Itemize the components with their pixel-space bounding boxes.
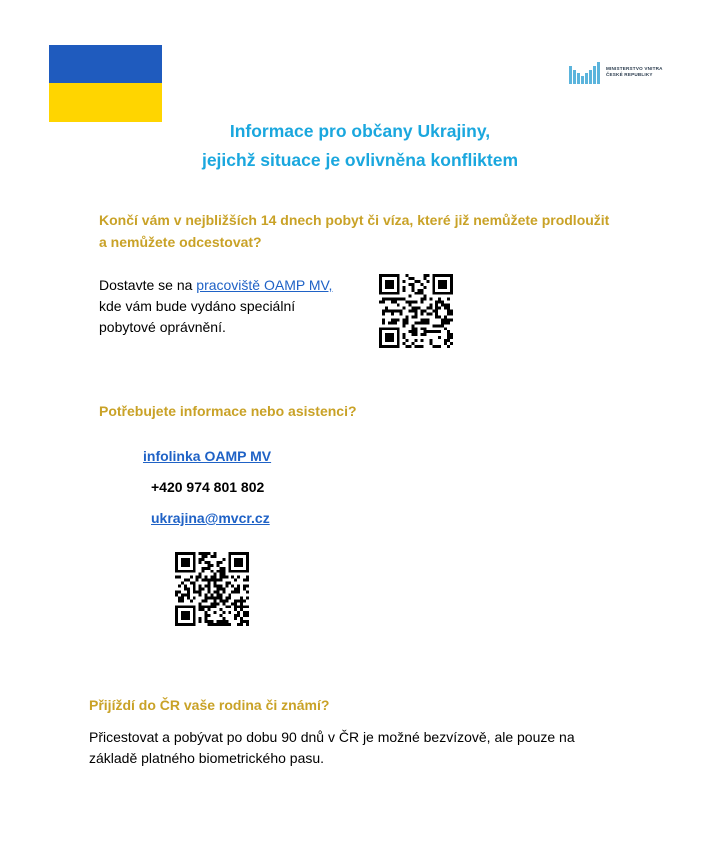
infoline-row — [143, 446, 271, 467]
oamp-workplace-link[interactable]: pracoviště OAMP MV, — [196, 277, 333, 293]
section2-heading: Potřebujete informace nebo asistenci? — [99, 403, 357, 419]
page-title-line2: jejichž situace je ovlivněna konfliktem — [201, 150, 519, 170]
section1-heading-line2: a nemůžete odcestovat? — [99, 234, 262, 250]
flag-blue-stripe — [49, 45, 162, 83]
section3-text-line1: Přicestovat a pobývat po dobu 90 dnů v ČR je možné bezvízově, ale pouze na — [89, 729, 575, 745]
section1-text-line1 — [99, 275, 332, 296]
section3-heading: Přijíždí do ČR vaše rodina či známí? — [89, 697, 330, 713]
section1-text-prefix: Dostavte se na — [99, 277, 197, 293]
phone-number: +420 974 801 802 — [151, 479, 265, 495]
email-link[interactable]: ukrajina@mvcr.cz — [151, 510, 270, 526]
section1-text-line3: pobytové oprávnění. — [99, 319, 226, 335]
ukraine-flag — [49, 45, 162, 122]
ministry-logo-text — [606, 66, 663, 78]
section3-text-line2: základě platného biometrického pasu. — [89, 750, 325, 766]
ministry-logo — [568, 60, 678, 86]
ministry-logo-icon — [568, 60, 602, 86]
section1-heading-line1: Končí vám v nejbližších 14 dnech pobyt či víza, které již nemůžete prodloužit — [99, 212, 610, 228]
page-title-line1: Informace pro občany Ukrajiny, — [229, 121, 491, 141]
email-row — [151, 508, 270, 529]
section1-text-line2: kde vám bude vydáno speciální — [99, 298, 296, 314]
infoline-oamp-link[interactable]: infolinka OAMP MV — [143, 448, 272, 464]
qr-code-icon — [379, 274, 453, 348]
qr-code-icon — [175, 552, 249, 626]
logo-line2: ČESKÉ REPUBLIKY — [606, 72, 653, 77]
logo-line1: MINISTERSTVO VNITRA — [606, 66, 663, 71]
